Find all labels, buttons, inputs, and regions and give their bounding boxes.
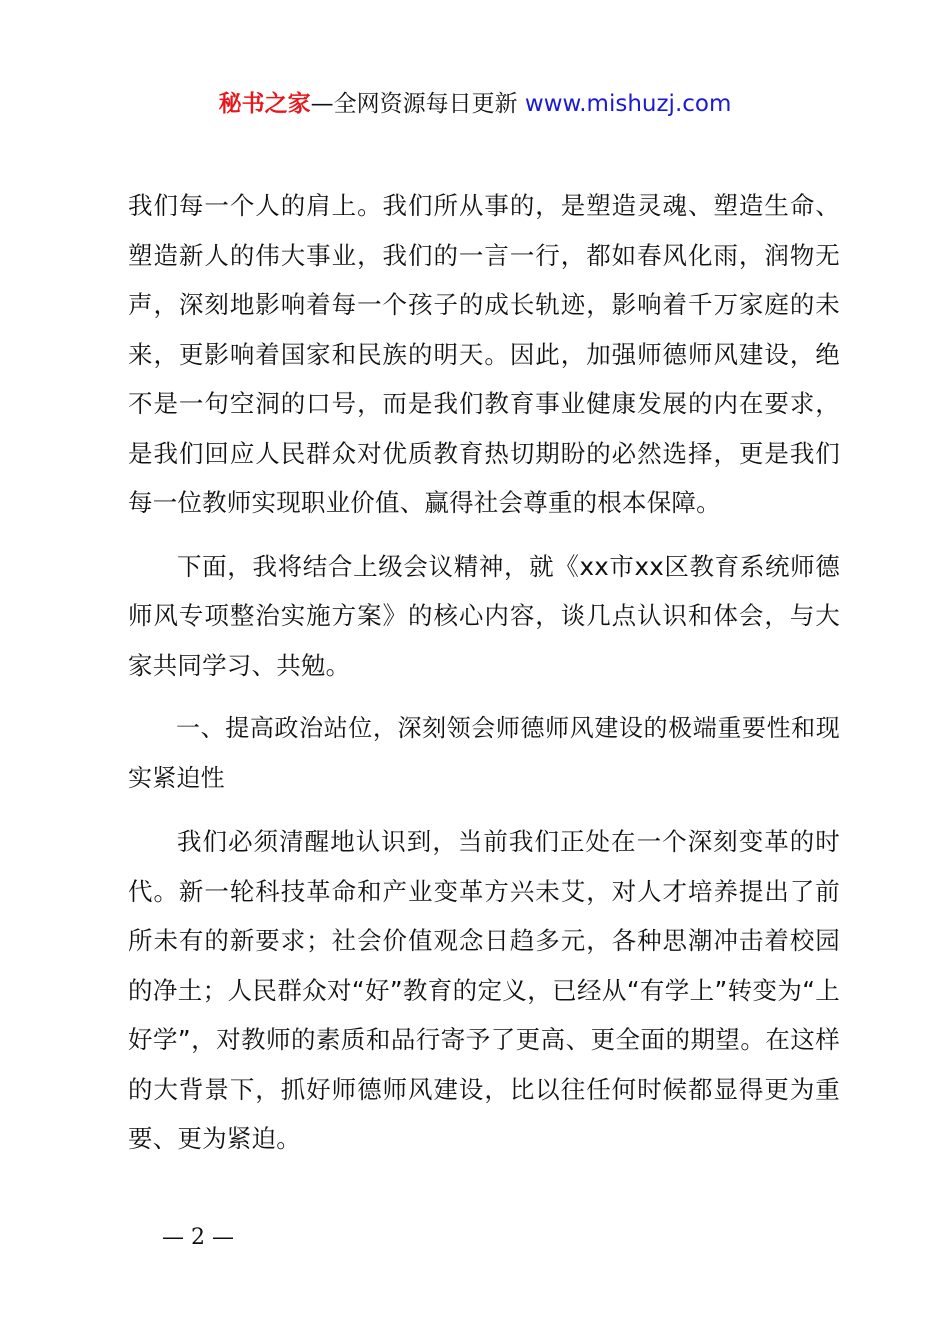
document-body: [128, 181, 840, 1178]
section-heading: 一、提高政治站位，深刻领会师德师风建设的极端重要性和现实紧迫性: [128, 714, 840, 792]
site-tagline: —全网资源每日更新: [310, 91, 518, 117]
page-number: — 2 —: [162, 1225, 234, 1250]
site-url-link[interactable]: www.mishuzj.com: [524, 91, 732, 117]
paragraph-section-body: 我们必须清醒地认识到，当前我们正处在一个深刻变革的时代。新一轮科技革命和产业变革方兴未艾，对人才培养提出了前所未有的新要求；社会价值观念日趋多元，各种思潮冲击着校园的净土；人民群众对“好”教育的定义，已经从“有学上”转变为“上好学”，对教师的素质和品行寄予了更高、更全面的期望。在这样的大背景下，抓好师德师风建设，比以往任何时候都显得更为重要、更为紧迫。: [128, 827, 840, 1153]
paragraph-intro: 下面，我将结合上级会议精神，就《xx市xx区教育系统师德师风专项整治实施方案》的核心内容，谈几点认识和体会，与大家共同学习、共勉。: [128, 551, 840, 680]
site-brand: 秘书之家: [218, 91, 311, 117]
paragraph-continued: 我们每一个人的肩上。我们所从事的，是塑造灵魂、塑造生命、塑造新人的伟大事业，我们的一言一行，都如春风化雨，润物无声，深刻地影响着每一个孩子的成长轨迹，影响着千万家庭的未来，更影响着国家和民族的明天。因此，加强师德师风建设，绝不是一句空洞的口号，而是我们教育事业健康发展的内在要求，是我们回应人民群众对优质教育热切期盼的必然选择，更是我们每一位教师实现职业价值、赢得社会尊重的根本保障。: [128, 191, 840, 517]
page-header: [0, 88, 950, 120]
